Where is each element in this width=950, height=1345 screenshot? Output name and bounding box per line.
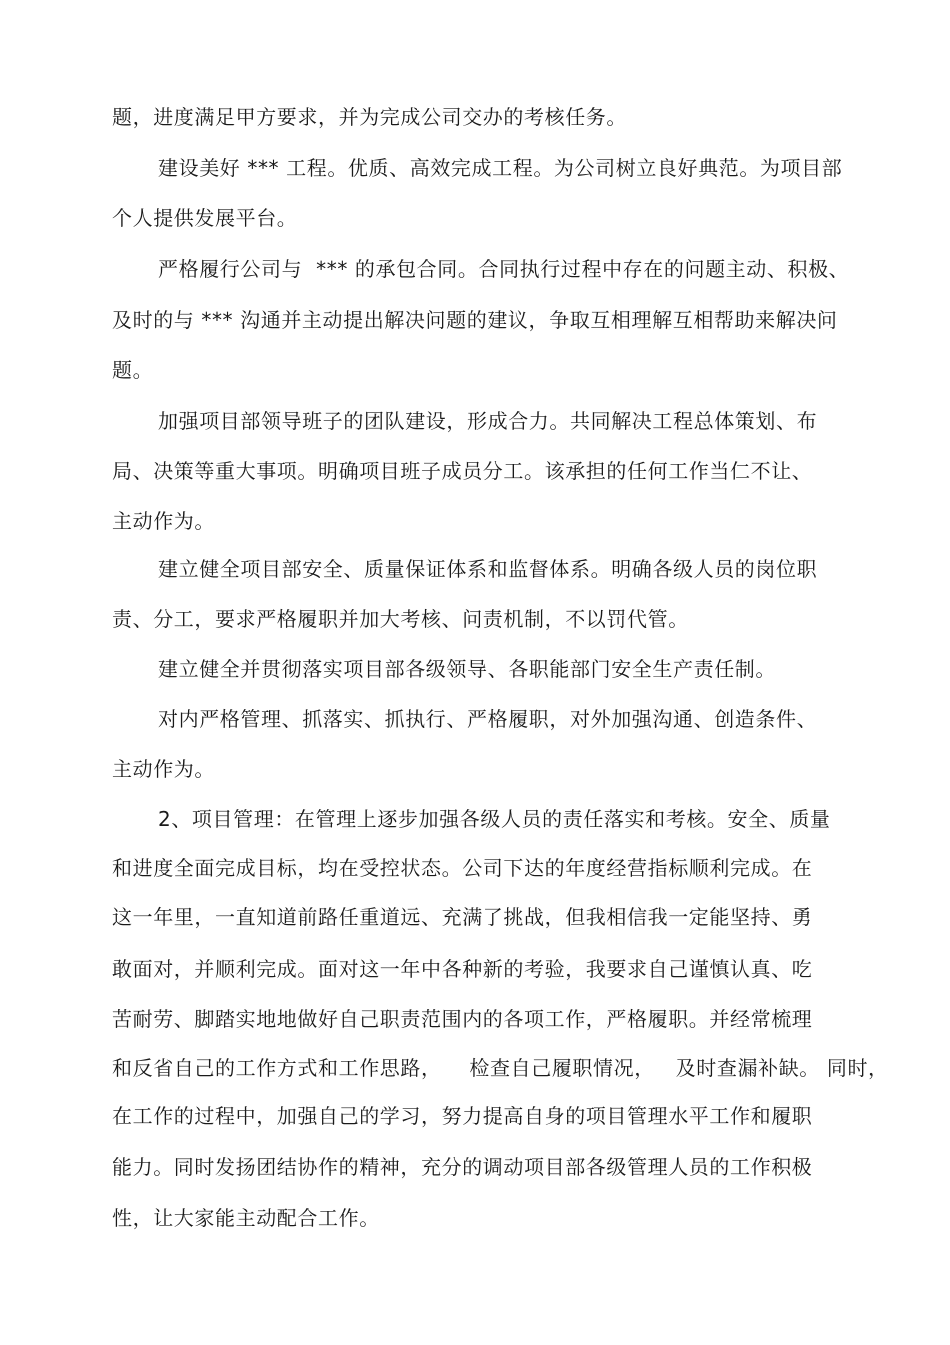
- text-line: 主动作为。: [112, 509, 215, 533]
- text-line: 题，进度满足甲方要求，并为完成公司交办的考核任务。: [112, 105, 627, 129]
- text-line: 和进度全面完成目标，均在受控状态。公司下达的年度经营指标顺利完成。在: [112, 856, 813, 880]
- text-line: 加强项目部领导班子的团队建设，形成合力。共同解决工程总体策划、布: [158, 409, 818, 433]
- text-line: 建设美好 *** 工程。优质、高效完成工程。为公司树立良好典范。为项目部: [158, 156, 843, 180]
- text-line: 苦耐劳、脚踏实地地做好自己职责范围内的各项工作，严格履职。并经常梳理: [112, 1007, 813, 1031]
- text-line: 敢面对，并顺利完成。面对这一年中各种新的考验，我要求自己谨慎认真、吃: [112, 957, 813, 981]
- text-line: 这一年里，一直知道前路任重道远、充满了挑战，但我相信我一定能坚持、勇: [112, 905, 813, 929]
- text-line: 能力。同时发扬团结协作的精神，充分的调动项目部各级管理人员的工作积极: [112, 1155, 813, 1179]
- text-line: 2、项目管理：在管理上逐步加强各级人员的责任落实和考核。安全、质量: [158, 807, 831, 831]
- text-line: 局、决策等重大事项。明确项目班子成员分工。该承担的任何工作当仁不让、: [112, 459, 813, 483]
- text-line: 题。: [112, 358, 154, 382]
- text-line: 责、分工，要求严格履职并加大考核、问责机制，不以罚代管。: [112, 607, 689, 631]
- text-line: 对内严格管理、抓落实、抓执行、严格履职，对外加强沟通、创造条件、: [158, 707, 818, 731]
- text-line: 在工作的过程中，加强自己的学习，努力提高自身的项目管理水平工作和履职: [112, 1104, 813, 1128]
- text-line: 建立健全并贯彻落实项目部各级领导、各职能部门安全生产责任制。: [158, 657, 776, 681]
- text-line: 和反省自己的工作方式和工作思路， 检查自己履职情况， 及时查漏补缺。 同时，: [112, 1056, 889, 1080]
- text-line: 严格履行公司与 *** 的承包合同。合同执行过程中存在的问题主动、积极、: [158, 257, 850, 281]
- text-line: 个人提供发展平台。: [112, 206, 298, 230]
- text-line: 主动作为。: [112, 757, 215, 781]
- text-line: 及时的与 *** 沟通并主动提出解决问题的建议，争取互相理解互相帮助来解决问: [112, 308, 838, 332]
- text-line: 性，让大家能主动配合工作。: [112, 1206, 380, 1230]
- text-line: 建立健全项目部安全、质量保证体系和监督体系。明确各级人员的岗位职: [158, 557, 818, 581]
